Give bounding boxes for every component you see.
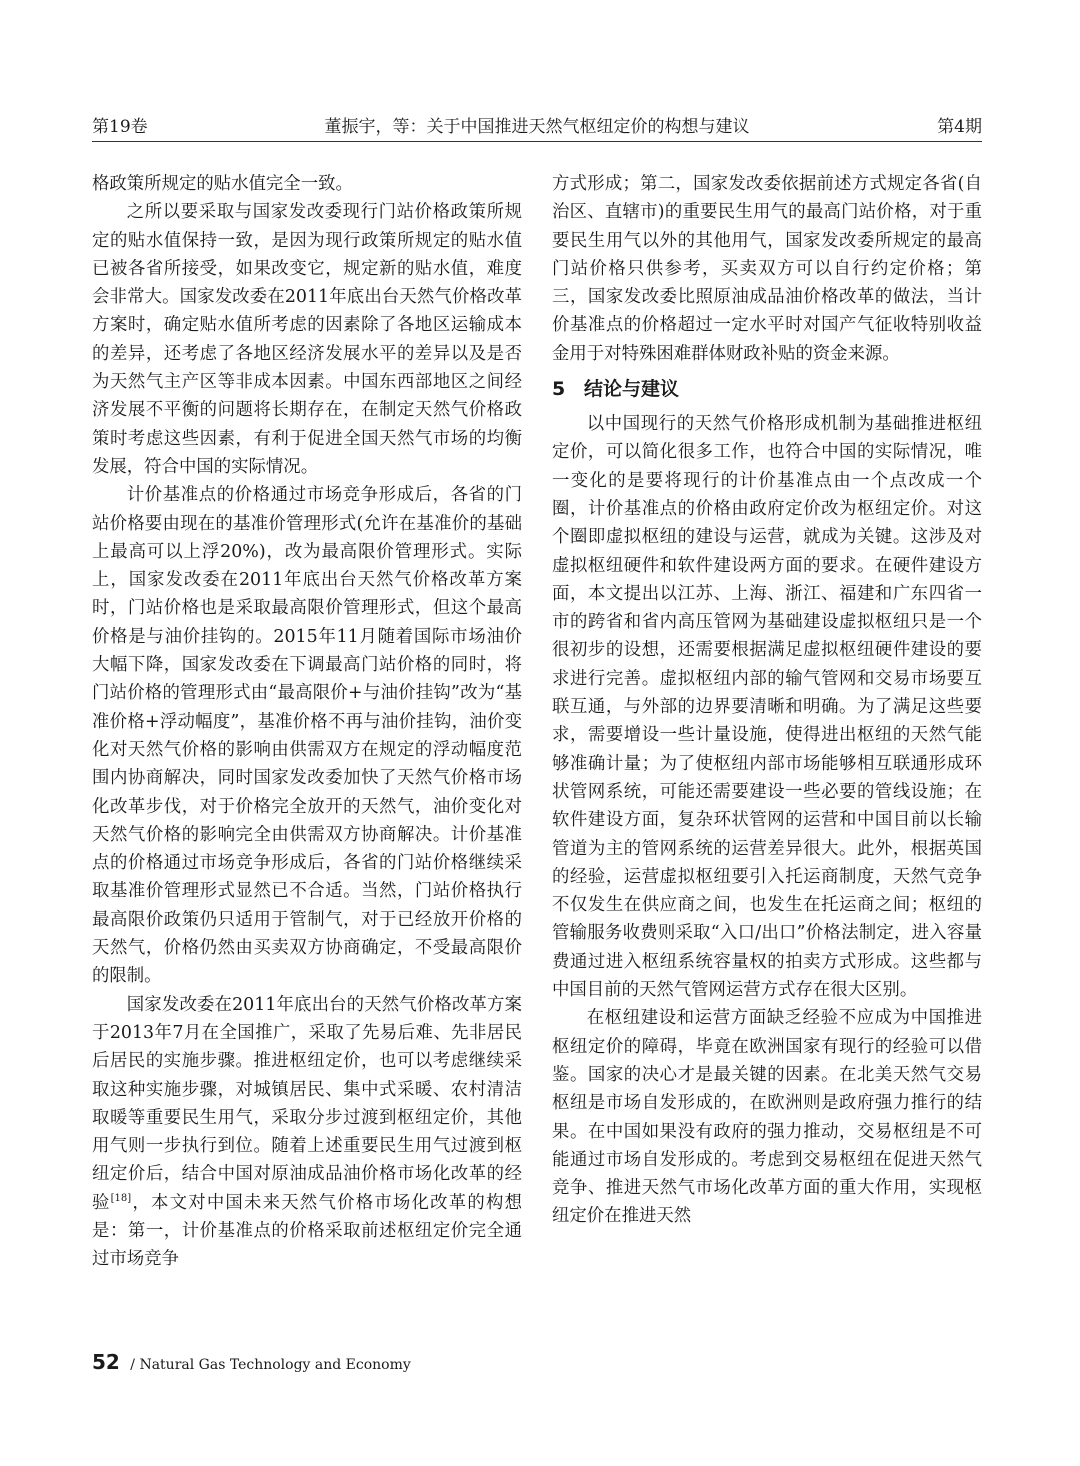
paragraph: 格政策所规定的贴水值完全一致。 bbox=[92, 174, 353, 194]
page-number: 52 bbox=[92, 1350, 120, 1374]
page-footer bbox=[92, 1350, 411, 1380]
volume-label: 第19卷 bbox=[92, 117, 148, 137]
paragraph-text: ，本文对中国未来天然气价格市场化改革的构想是：第一，计价基准点的价格采取前述枢纽定价完全通过市场竞争 bbox=[92, 1192, 522, 1270]
section-number: 5 bbox=[552, 378, 566, 401]
paragraph: 之所以要采取与国家发改委现行门站价格政策所规定的贴水值保持一致，是因为现行政策所规定的贴水值已被各省所接受，如果改变它，规定新的贴水值，难度会非常大。国家发改委在2011年底出台天然气价格改革方案时，确定贴水值所考虑的因素除了各地区运输成本的差异，还考虑了各地区经济发展水平的差异以及是否为天然气主产区等非成本因素。中国东西部地区之间经济发展不平衡的问题将长期存在，在制定天然气价格政策时考虑这些因素，有利于促进全国天然气市场的均衡发展，符合中国的实际情况。 bbox=[92, 202, 522, 477]
issue-label: 第4期 bbox=[937, 117, 982, 137]
paragraph: 计价基准点的价格通过市场竞争形成后，各省的门站价格要由现在的基准价管理形式(允许在基准价的基础上最高可以上浮20%)，改为最高限价管理形式。实际上，国家发改委在2011年底出台天然气价格改革方案时，门站价格也是采取最高限价管理形式，但这个最高价格是与油价挂钩的。2015年11月随着国际市场油价大幅下降，国家发改委在下调最高门站价格的同时，将门站价格的管理形式由“最高限价+与油价挂钩”改为“基准价格+浮动幅度”，基准价格不再与油价挂钩，油价变化对天然气价格的影响由供需双方在规定的浮动幅度范围内协商解决，同时国家发改委加快了天然气价格市场化改革步伐，对于价格完全放开的天然气，油价变化对天然气价格的影响完全由供需双方协商解决。计价基准点的价格通过市场竞争形成后，各省的门站价格继续采取基准价管理形式显然已不合适。当然，门站价格执行最高限价政策仍只适用于管制气，对于已经放开价格的天然气，价格仍然由买卖双方协商确定，不受最高限价的限制。 bbox=[92, 485, 522, 987]
paragraph: 方式形成；第二，国家发改委依据前述方式规定各省(自治区、直辖市)的重要民生用气的最高门站价格，对于重要民生用气以外的其他用气，国家发改委所规定的最高门站价格只供参考，买卖双方可以自行约定价格；第三，国家发改委比照原油成品油价格改革的做法，当计价基准点的价格超过一定水平时对国产气征收特别收益金用于对特殊困难群体财政补贴的资金来源。 bbox=[552, 174, 982, 364]
header-rule bbox=[92, 141, 982, 142]
paragraph bbox=[92, 991, 522, 1274]
right-column bbox=[552, 170, 982, 1231]
paragraph-text: 国家发改委在2011年底出台的天然气价格改革方案于2013年7月在全国推广，采取了先易后难、先非居民后居民的实施步骤。推进枢纽定价，也可以考虑继续采取这种实施步骤，对城镇居民、集中式采暖、农村清洁取暖等重要民生用气，采取分步过渡到枢纽定价，其他用气则一步执行到位。随着上述重要民生用气过渡到枢纽定价后，结合中国对原油成品油价格市场化改革的经验 bbox=[92, 994, 522, 1213]
running-header bbox=[92, 112, 982, 138]
journal-name: / Natural Gas Technology and Economy bbox=[130, 1357, 411, 1373]
paragraph: 以中国现行的天然气价格形成机制为基础推进枢纽定价，可以简化很多工作，也符合中国的实际情况，唯一变化的是要将现行的计价基准点由一个点改成一个圈，计价基准点的价格由政府定价改为枢纽定价。对这个圈即虚拟枢纽的建设与运营，就成为关键。这涉及对虚拟枢纽硬件和软件建设两方面的要求。在硬件建设方面，本文提出以江苏、上海、浙江、福建和广东四省一市的跨省和省内高压管网为基础建设虚拟枢纽只是一个很初步的设想，还需要根据满足虚拟枢纽硬件建设的要求进行完善。虚拟枢纽内部的输气管网和交易市场要互联互通，与外部的边界要清晰和明确。为了满足这些要求，需要增设一些计量设施，使得进出枢纽的天然气能够准确计量；为了使枢纽内部市场能够相互联通形成环状管网系统，可能还需要建设一些必要的管线设施；在软件建设方面，复杂环状管网的运营和中国目前以长输管道为主的管网系统的运营差异很大。此外，根据英国的经验，运营虚拟枢纽要引入托运商制度，天然气竞争不仅发生在供应商之间，也发生在托运商之间；枢纽的管输服务收费则采取“入口/出口”价格法制定，进入容量费通过进入枢纽系统容量权的拍卖方式形成。这些都与中国目前的天然气管网运营方式存在很大区别。 bbox=[552, 414, 982, 1001]
paragraph: 在枢纽建设和运营方面缺乏经验不应成为中国推进枢纽定价的障碍，毕竟在欧洲国家有现行的经验可以借鉴。国家的决心才是最关键的因素。在北美天然气交易枢纽是市场自发形成的，在欧洲则是政府强力推行的结果。在中国如果没有政府的强力推动，交易枢纽是不可能通过市场自发形成的。考虑到交易枢纽在促进天然气竞争、推进天然气市场化改革方面的重大作用，实现枢纽定价在推进天然 bbox=[552, 1008, 982, 1227]
left-column bbox=[92, 170, 522, 1274]
citation-ref[interactable]: [18] bbox=[110, 1192, 132, 1204]
section-heading bbox=[552, 374, 982, 404]
running-title: 董振宇，等：关于中国推进天然气枢纽定价的构想与建议 bbox=[324, 117, 750, 137]
section-title: 结论与建议 bbox=[584, 378, 680, 401]
